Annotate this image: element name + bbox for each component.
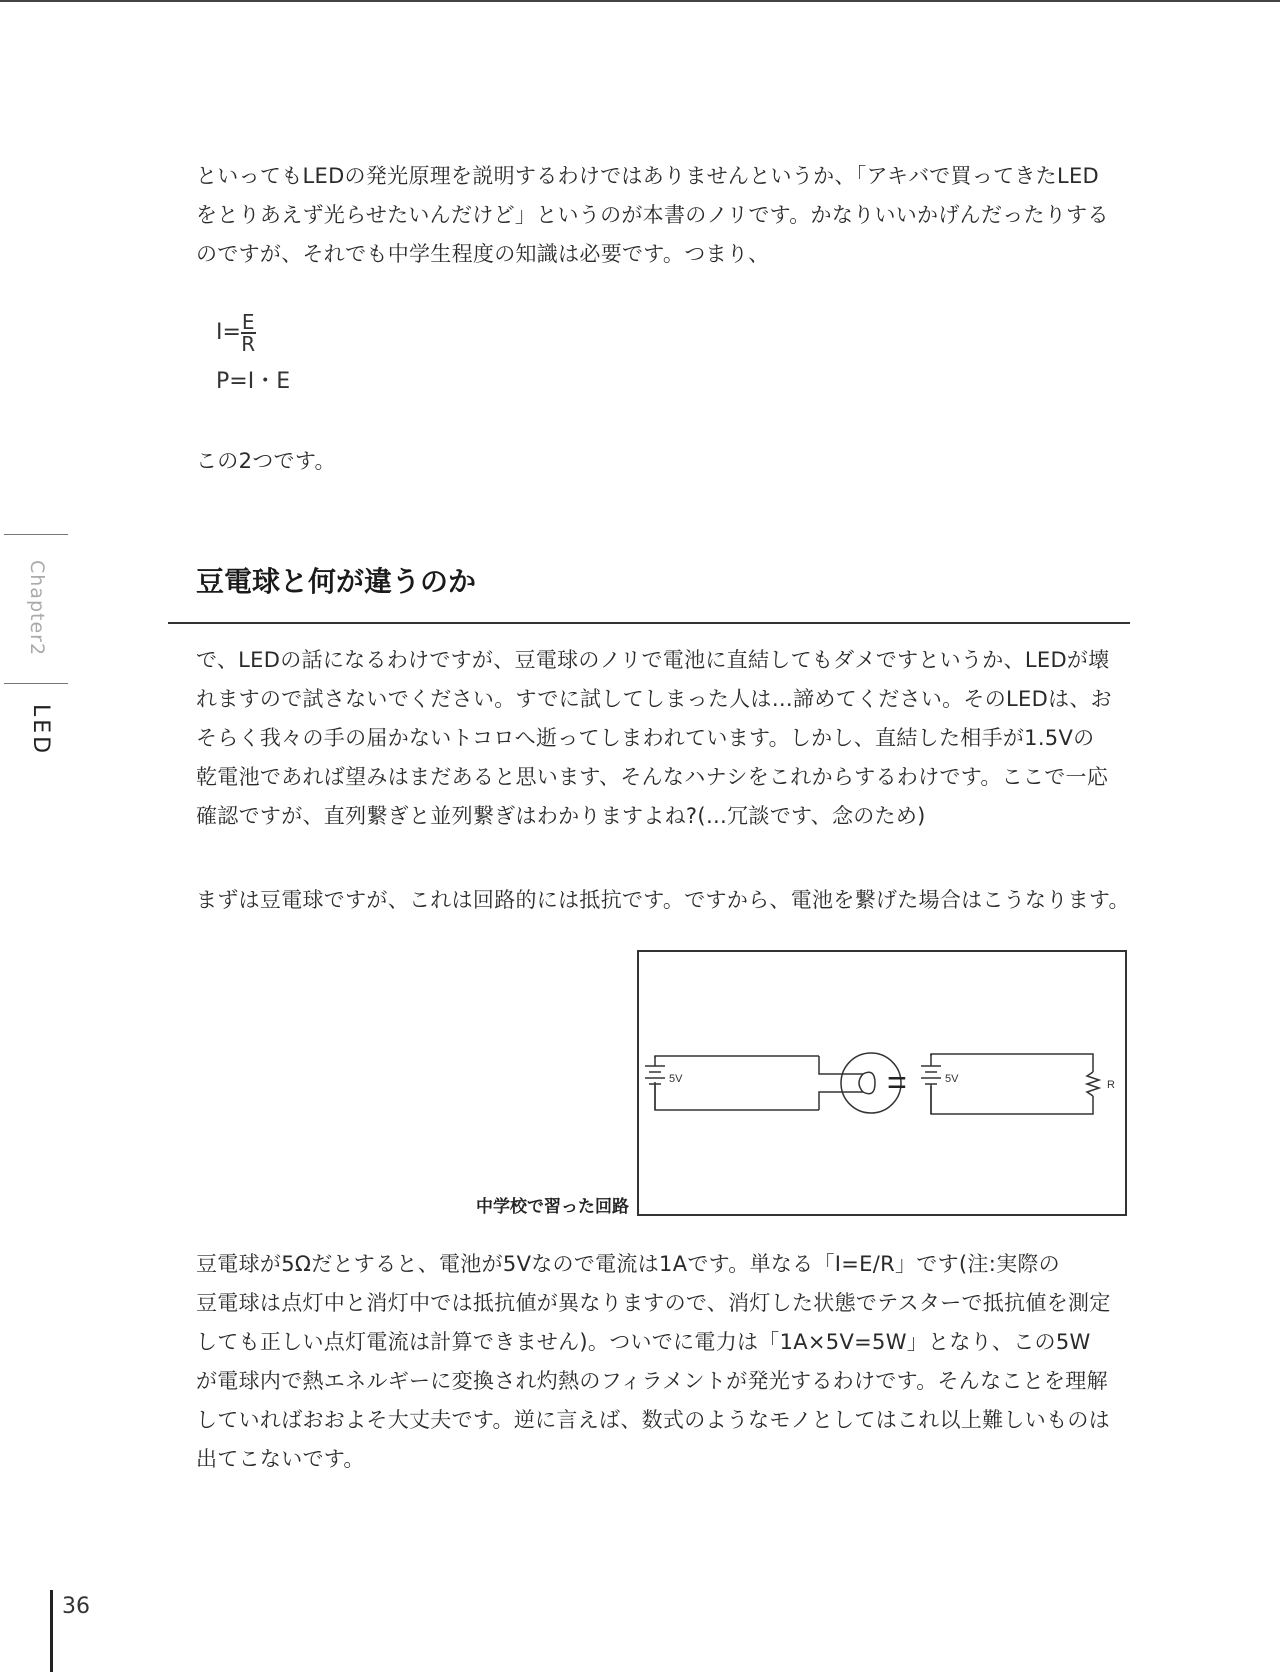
text-line: しても正しい点灯電流は計算できません)。ついでに電力は「1A×5V=5W」となり、この5W	[196, 1330, 1091, 1354]
fraction	[241, 312, 256, 354]
text-line: といってもLEDの発光原理を説明するわけではありませんというか、「アキバで買ってきたLED	[196, 164, 1100, 188]
bulb-filament	[863, 1072, 875, 1093]
text-line: が電球内で熱エネルギーに変換され灼熱のフィラメントが発光するわけです。そんなことを理解	[196, 1369, 1108, 1393]
text-line: 出てこないです。	[196, 1447, 365, 1471]
battery-label-left: 5V	[669, 1073, 683, 1085]
text-line: この2つです。	[196, 449, 336, 473]
resistor-icon	[1087, 1072, 1099, 1096]
wire	[931, 1054, 1093, 1072]
circuit-diagram	[639, 952, 1125, 1214]
text-line: していればおおよそ大丈夫です。逆に言えば、数式のようなモノとしてはこれ以上難しいものは	[196, 1408, 1111, 1432]
text-line: 豆電球は点灯中と消灯中では抵抗値が異なりますので、消灯した状態でテスターで抵抗値を測定	[196, 1291, 1111, 1315]
ohm-formula	[216, 312, 256, 354]
led-paragraph	[196, 641, 1130, 836]
text-line: のですが、それでも中学生程度の知識は必要です。つまり、	[196, 242, 770, 266]
formula-lhs: I=	[216, 320, 241, 345]
top-border	[0, 0, 1280, 2]
wire	[819, 1092, 841, 1110]
text-line: まずは豆電球ですが、これは回路的には抵抗です。ですから、電池を繋げた場合はこうなります。	[196, 888, 1130, 912]
text-line: で、LEDの話になるわけですが、豆電球のノリで電池に直結してもダメですというか、LEDが壊	[196, 648, 1110, 672]
page-number: 36	[62, 1594, 90, 1619]
text-line: れますので試さないでください。すでに試してしまった人は…諦めてください。そのLEDは、お	[196, 687, 1112, 711]
fraction-numerator: E	[241, 310, 255, 334]
text-line: をとりあえず光らせたいんだけど」というのが本書のノリです。かなりいいかげんだったりする	[196, 203, 1109, 227]
sidebar-rule	[4, 534, 68, 535]
bulb-paragraph	[196, 881, 1130, 920]
circuit-figure	[637, 950, 1127, 1216]
formula-note	[196, 442, 1130, 481]
power-formula: P=I・E	[216, 369, 291, 394]
text-line: 豆電球が5Ωだとすると、電池が5Vなので電流は1Aです。単なる「I=E/R」です(注:実際の	[196, 1252, 1060, 1276]
battery-label-right: 5V	[945, 1073, 959, 1085]
section-heading: 豆電球と何が違うのか	[196, 565, 477, 598]
wire	[655, 1082, 819, 1110]
sidebar-topic-label: LED	[28, 704, 53, 757]
text-line: 確認ですが、直列繋ぎと並列繋ぎはわかりますよね?(…冗談です、念のため)	[196, 804, 926, 828]
figure-caption: 中学校で習った回路	[476, 1197, 629, 1217]
equals-sign: =	[887, 1064, 907, 1102]
calc-paragraph	[196, 1245, 1130, 1479]
sidebar-chapter-label: Chapter2	[26, 560, 48, 657]
heading-underline	[168, 622, 1130, 624]
wire	[931, 1086, 1093, 1114]
intro-paragraph	[196, 157, 1130, 274]
page-number-bar	[50, 1590, 53, 1672]
sidebar-rule	[4, 683, 68, 684]
bulb-filament	[841, 1074, 863, 1092]
text-line: 乾電池であれば望みはまだあると思います、そんなハナシをこれからするわけです。ここで一応	[196, 765, 1109, 789]
resistor-label: R	[1107, 1079, 1115, 1091]
wire	[655, 1056, 819, 1058]
wire	[819, 1056, 841, 1074]
text-line: そらく我々の手の届かないトコロへ逝ってしまわれています。しかし、直結した相手が1.5Vの	[196, 726, 1095, 750]
fraction-denominator: R	[241, 332, 256, 356]
